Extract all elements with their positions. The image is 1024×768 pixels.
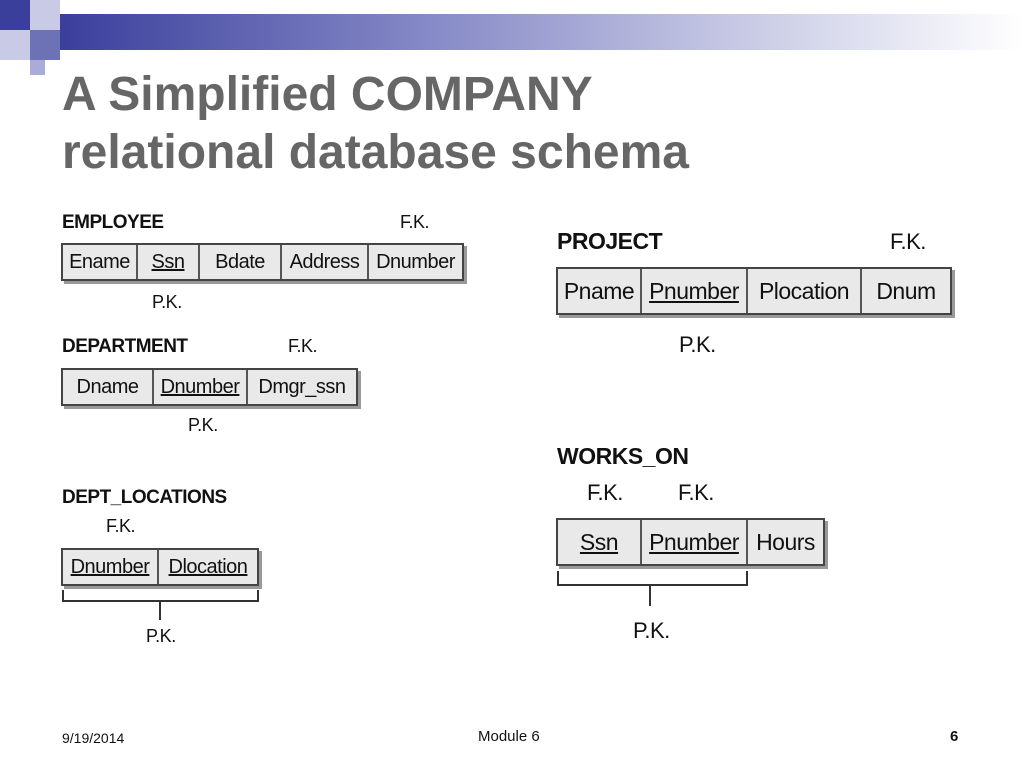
employee-attr-address: Address (282, 245, 369, 279)
dept-locations-fk-label: F.K. (106, 516, 136, 536)
dept-locations-relation-name: DEPT_LOCATIONS (62, 487, 227, 508)
title-line-1: A Simplified COMPANY (62, 68, 593, 121)
project-relation-name: PROJECT (557, 228, 663, 254)
works-on-attr-ssn: Ssn (558, 520, 642, 564)
header-banner (60, 14, 1024, 50)
employee-relation-name: EMPLOYEE (62, 212, 164, 233)
project-table (556, 267, 952, 315)
project-pk-label: P.K. (679, 332, 716, 357)
employee-attr-bdate: Bdate (200, 245, 282, 279)
footer-page-number: 6 (950, 728, 959, 745)
dept-locations-pk-connector (159, 602, 161, 620)
dept-locations-pk-label: P.K. (146, 626, 176, 646)
department-attr-dname: Dname (63, 370, 154, 404)
works-on-fk-label-ssn: F.K. (587, 480, 623, 505)
department-attr-dnumber: Dnumber (154, 370, 248, 404)
works-on-table (556, 518, 825, 566)
corner-square-dark (0, 0, 30, 30)
project-attr-pname: Pname (558, 269, 642, 313)
dept-locations-pk-bracket (62, 590, 259, 602)
dept-locations-attr-dnumber: Dnumber (63, 550, 159, 584)
title-line-2: relational database schema (62, 126, 689, 179)
works-on-attr-hours: Hours (756, 528, 815, 555)
employee-table (61, 243, 464, 281)
footer-date: 9/19/2014 (62, 730, 125, 746)
department-attr-dmgr-ssn: Dmgr_ssn (258, 375, 346, 398)
works-on-pk-bracket (557, 571, 748, 586)
department-fk-label: F.K. (288, 336, 318, 356)
slide-title (62, 66, 962, 182)
corner-square-small (30, 60, 45, 75)
employee-attr-dnumber: Dnumber (376, 250, 455, 273)
dept-locations-table (61, 548, 259, 586)
project-attr-dnum: Dnum (876, 277, 936, 304)
works-on-pk-connector (649, 586, 651, 606)
works-on-attr-pnumber: Pnumber (642, 520, 748, 564)
project-attr-pnumber: Pnumber (642, 269, 748, 313)
works-on-fk-label-pnumber: F.K. (678, 480, 714, 505)
project-attr-plocation: Plocation (748, 269, 862, 313)
employee-pk-label: P.K. (152, 292, 182, 312)
employee-attr-ssn: Ssn (138, 245, 200, 279)
employee-fk-label: F.K. (400, 212, 430, 232)
project-fk-label: F.K. (890, 229, 926, 254)
corner-square-light (0, 30, 30, 60)
works-on-relation-name: WORKS_ON (557, 443, 689, 469)
department-table (61, 368, 358, 406)
footer-module: Module 6 (478, 728, 540, 745)
department-relation-name: DEPARTMENT (62, 336, 188, 357)
employee-attr-ename: Ename (63, 245, 138, 279)
works-on-pk-label: P.K. (633, 618, 670, 643)
department-pk-label: P.K. (188, 415, 218, 435)
corner-square-light (30, 0, 60, 30)
dept-locations-attr-dlocation: Dlocation (168, 555, 248, 578)
corner-square-mid (30, 30, 60, 60)
